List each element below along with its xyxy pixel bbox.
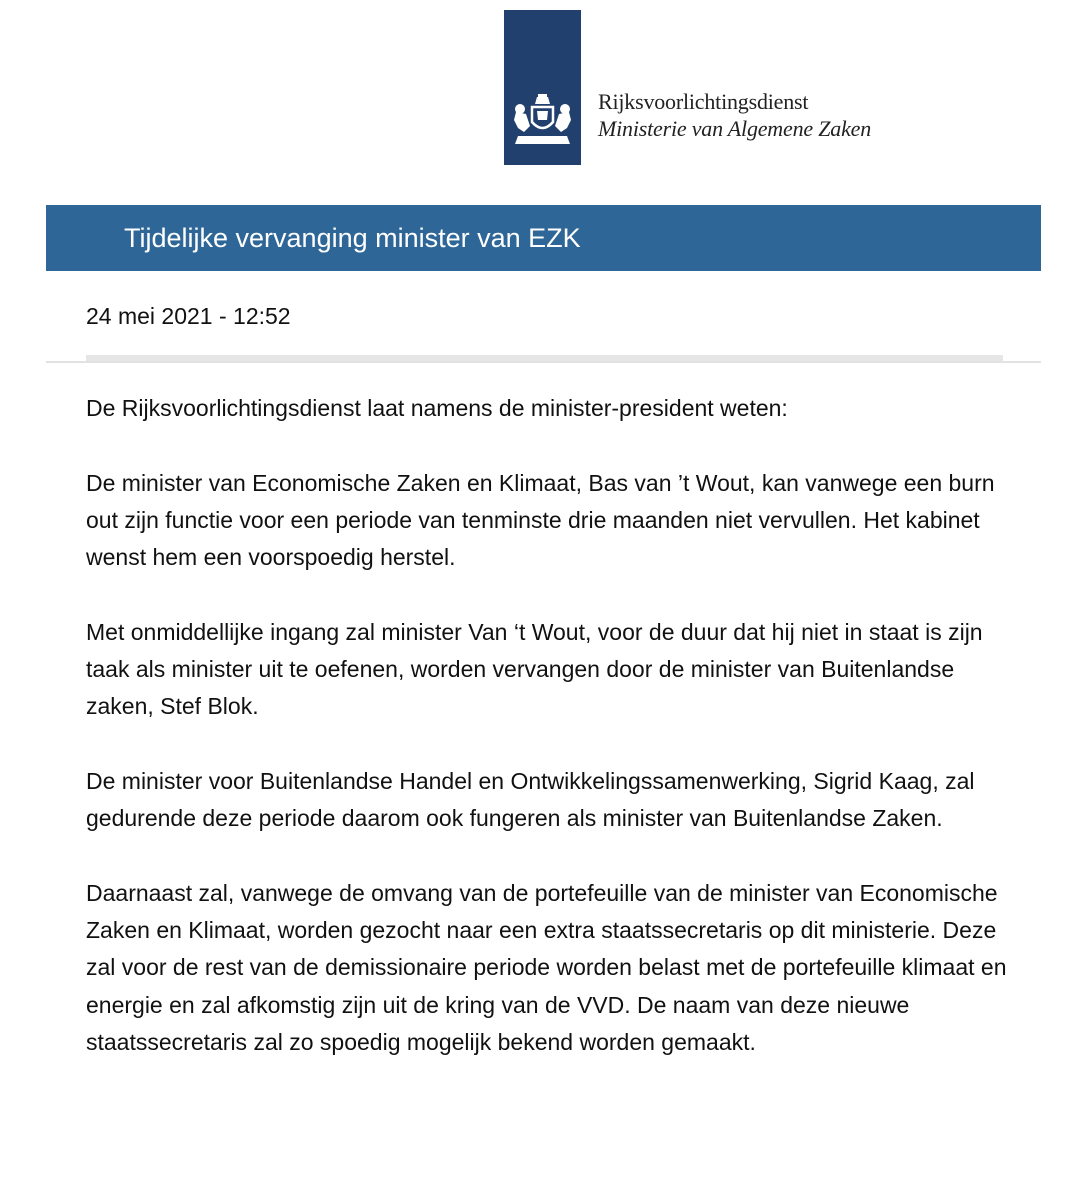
logo-text [598, 88, 871, 142]
rijksoverheid-logo [504, 10, 581, 165]
coat-of-arms-icon [510, 92, 575, 154]
article-body [86, 390, 1011, 1099]
title-bar [46, 205, 1041, 271]
paragraph: Daarnaast zal, vanwege de omvang van de portefeuille van de minister van Economische Zaken en Klimaat, worden gezocht naar een extra staatssecretaris op dit ministerie. Deze zal voor de rest van de demissionaire periode worden belast met de portefeuille klimaat en energie en zal afkomstig zijn uit de kring van de VVD. De naam van deze nieuwe staatssecretaris zal zo spoedig mogelijk bekend worden gemaakt. [86, 879, 1007, 1056]
paragraph: Met onmiddellijke ingang zal minister Van ‘t Wout, voor de duur dat hij niet in staat is zijn taak als minister uit te oefenen, worden vervangen door de minister van Buitenlandse zaken, Stef Blok. [86, 618, 983, 720]
paragraph: De Rijksvoorlichtingsdienst laat namens de minister-president weten: [86, 395, 788, 421]
paragraph: De minister voor Buitenlandse Handel en Ontwikkelingssamenwerking, Sigrid Kaag, zal gedurende deze periode daarom ook fungeren als minister van Buitenlandse Zaken. [86, 767, 975, 832]
page-title: Tijdelijke vervanging minister van EZK [124, 223, 581, 253]
paragraph: De minister van Economische Zaken en Klimaat, Bas van ’t Wout, kan vanwege een burn out zijn functie voor een periode van tenminste drie maanden niet vervullen. Het kabinet wenst hem een voorspoedig herstel. [86, 469, 995, 571]
divider-line [46, 361, 1041, 363]
logo-subtitle: Ministerie van Algemene Zaken [598, 116, 871, 141]
publish-date: 24 mei 2021 - 12:52 [86, 303, 291, 329]
logo-title: Rijksvoorlichtingsdienst [598, 89, 809, 114]
